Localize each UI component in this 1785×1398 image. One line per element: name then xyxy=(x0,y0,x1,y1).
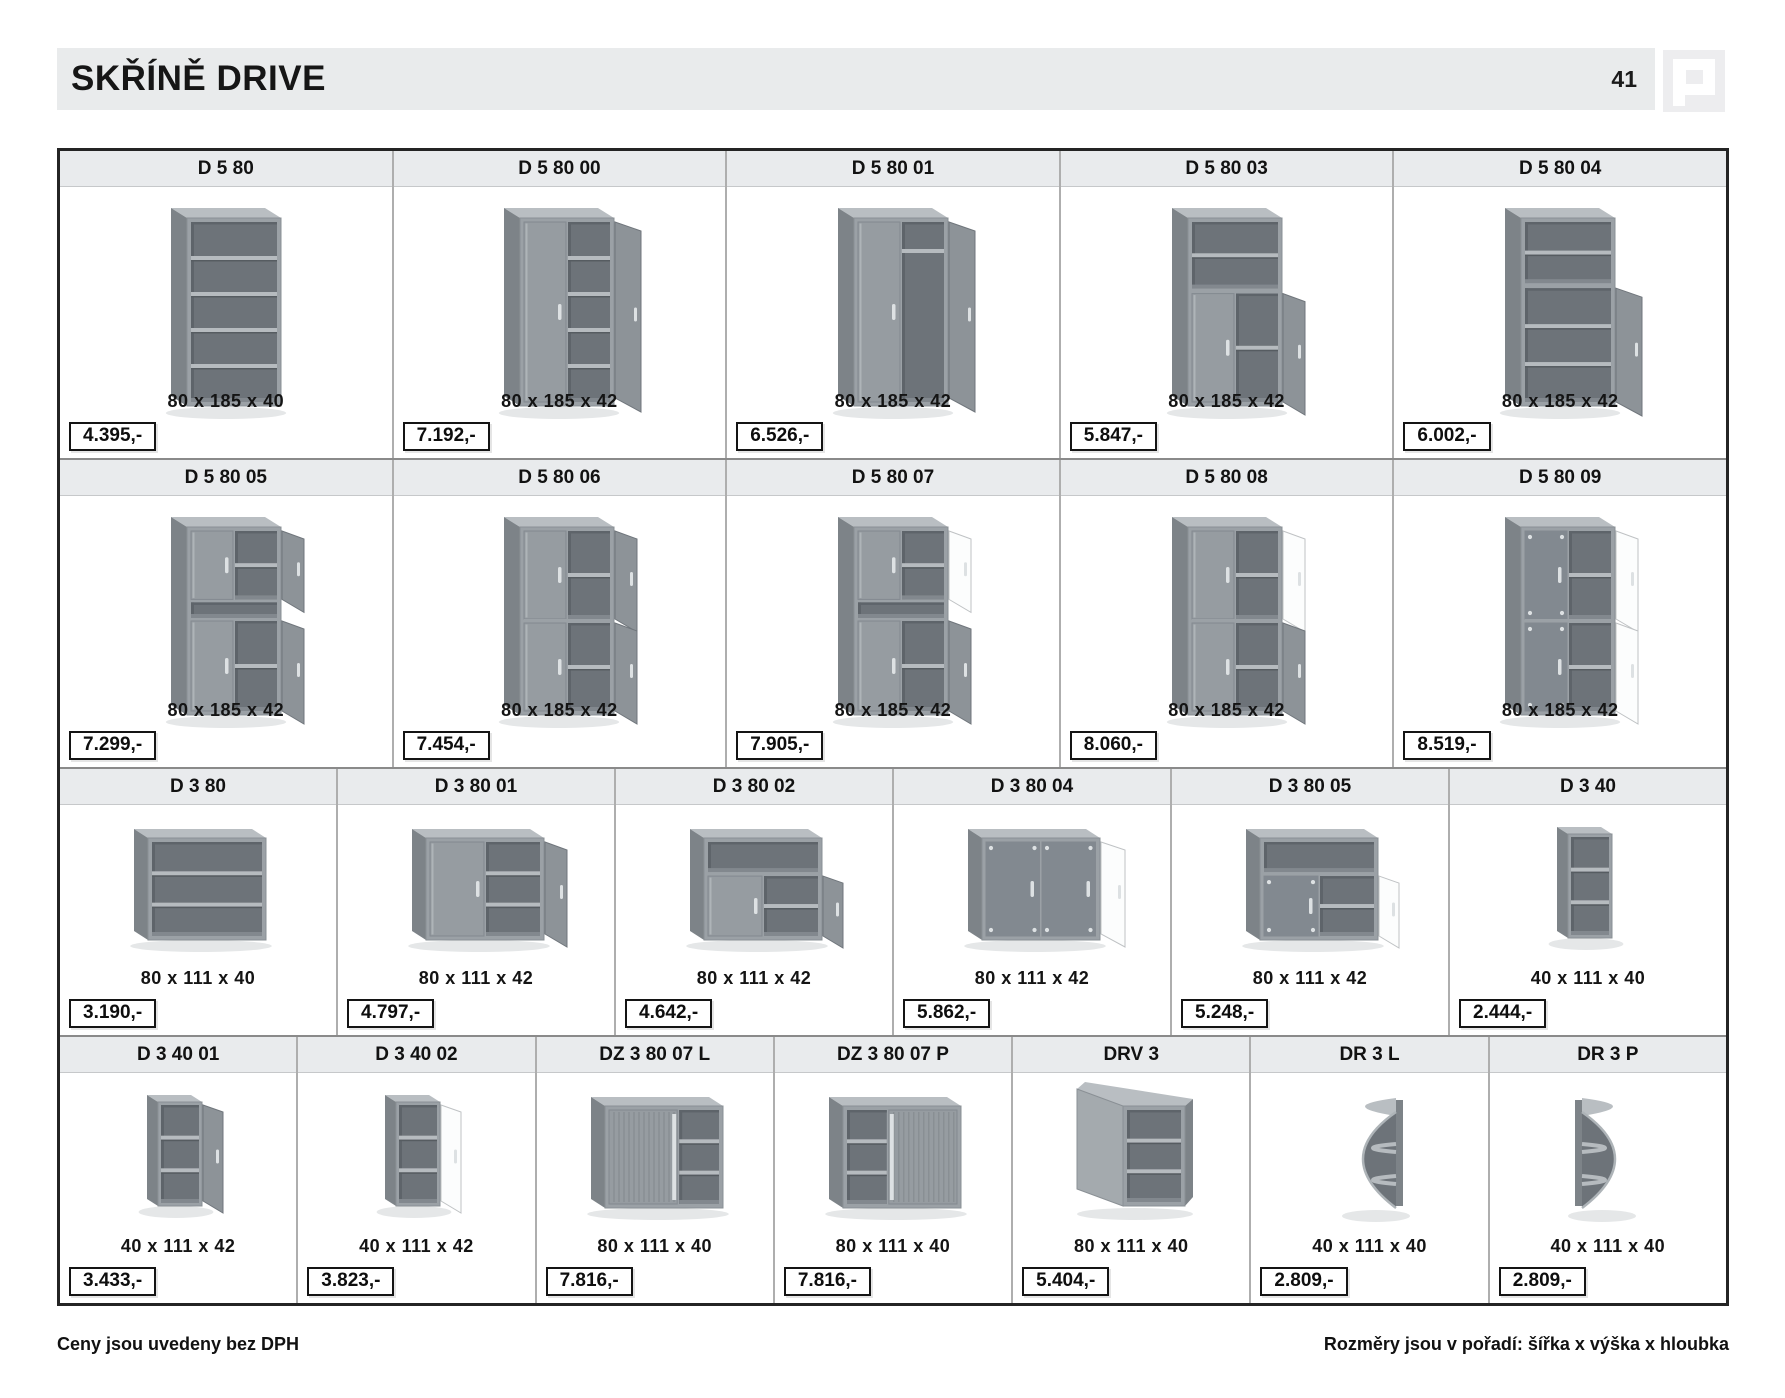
product-price: 4.395,- xyxy=(69,422,156,451)
catalog-row xyxy=(60,151,1726,458)
product-code: D 3 80 04 xyxy=(894,769,1170,805)
product-code: D 5 80 07 xyxy=(727,460,1059,496)
product-cell xyxy=(60,460,394,767)
footer-note-dimensions: Rozměry jsou v pořadí: šířka x výška x hloubka xyxy=(1323,1334,1729,1354)
product-cell xyxy=(1490,1037,1726,1303)
product-code: D 3 80 xyxy=(60,769,336,805)
product-code: D 3 40 01 xyxy=(60,1037,296,1073)
corner-open-illustration xyxy=(1031,1076,1231,1234)
product-price: 5.404,- xyxy=(1022,1267,1109,1296)
tall-open-top-door-bottom-right-illustration xyxy=(1455,190,1665,420)
product-image xyxy=(60,496,392,767)
product-dimensions: 80 x 185 x 40 xyxy=(167,391,285,411)
product-price: 7.299,- xyxy=(69,731,156,760)
product-cell xyxy=(537,1037,775,1303)
corner-round-right-illustration xyxy=(1508,1076,1708,1234)
product-code: DZ 3 80 07 P xyxy=(775,1037,1011,1073)
product-dimensions: 80 x 111 x 42 xyxy=(418,968,534,988)
product-price: 3.823,- xyxy=(307,1267,394,1296)
product-dimensions: 80 x 111 x 42 xyxy=(1252,968,1368,988)
product-table xyxy=(57,148,1729,1306)
product-dimensions: 80 x 185 x 42 xyxy=(501,700,618,720)
product-cell xyxy=(338,769,616,1035)
tall-four-doors-niche-white-illustration xyxy=(788,499,998,729)
narrow-white-door-open-illustration xyxy=(316,1076,516,1234)
product-image xyxy=(1061,187,1393,458)
product-code: DZ 3 80 07 L xyxy=(537,1037,773,1073)
product-code: DR 3 L xyxy=(1251,1037,1487,1073)
logo-p-stem xyxy=(1673,59,1685,106)
mid-doors-right-open-illustration xyxy=(376,808,576,966)
product-cell xyxy=(1251,1037,1489,1303)
product-price: 8.519,- xyxy=(1403,731,1490,760)
product-cell xyxy=(1061,151,1395,458)
product-cell xyxy=(60,151,394,458)
product-dimensions: 80 x 111 x 40 xyxy=(835,1236,951,1256)
product-price: 5.847,- xyxy=(1070,422,1157,451)
product-dimensions: 80 x 185 x 42 xyxy=(834,700,952,720)
product-image xyxy=(727,187,1059,458)
product-dimensions: 80 x 185 x 42 xyxy=(501,391,618,411)
tambour-left-illustration xyxy=(555,1076,755,1234)
product-code: D 5 80 09 xyxy=(1394,460,1726,496)
product-cell xyxy=(616,769,894,1035)
product-cell xyxy=(1061,460,1395,767)
product-code: D 5 80 05 xyxy=(60,460,392,496)
product-cell xyxy=(727,460,1061,767)
product-cell xyxy=(1450,769,1726,1035)
tall-four-doors-illustration xyxy=(454,499,664,729)
tambour-right-illustration xyxy=(793,1076,993,1234)
catalog-row xyxy=(60,767,1726,1035)
product-cell xyxy=(1394,460,1726,767)
product-dimensions: 80 x 185 x 42 xyxy=(1168,700,1285,720)
narrow-door-open-illustration xyxy=(78,1076,278,1234)
product-dimensions: 80 x 111 x 40 xyxy=(1073,1236,1189,1256)
product-code: D 3 80 05 xyxy=(1172,769,1448,805)
product-dimensions: 80 x 185 x 42 xyxy=(1501,700,1619,720)
corner-round-left-illustration xyxy=(1270,1076,1470,1234)
product-price: 7.816,- xyxy=(784,1267,871,1296)
product-dimensions: 80 x 111 x 42 xyxy=(974,968,1090,988)
mid-open-top-door-bottom-illustration xyxy=(654,808,854,966)
product-dimensions: 40 x 111 x 42 xyxy=(120,1236,236,1256)
product-code: DRV 3 xyxy=(1013,1037,1249,1073)
product-dimensions: 80 x 185 x 42 xyxy=(167,700,285,720)
product-cell xyxy=(727,151,1061,458)
product-price: 7.454,- xyxy=(403,731,490,760)
header-bar xyxy=(57,48,1655,110)
tall-wardrobe-door-open-illustration xyxy=(788,190,998,420)
product-dimensions: 40 x 111 x 42 xyxy=(359,1236,474,1256)
product-code: D 5 80 xyxy=(60,151,392,187)
product-cell xyxy=(394,151,728,458)
product-price: 6.526,- xyxy=(736,422,823,451)
product-cell xyxy=(894,769,1172,1035)
mid-glass-white-open-illustration xyxy=(932,808,1132,966)
product-code: D 5 80 00 xyxy=(394,151,726,187)
product-image xyxy=(1061,496,1393,767)
product-code: D 5 80 03 xyxy=(1061,151,1393,187)
product-cell xyxy=(298,1037,536,1303)
mid-open-top-glass-bottom-illustration xyxy=(1210,808,1410,966)
product-dimensions: 40 x 111 x 40 xyxy=(1530,968,1646,988)
product-code: D 5 80 01 xyxy=(727,151,1059,187)
product-cell xyxy=(1394,151,1726,458)
publisher-logo xyxy=(1663,50,1725,112)
product-dimensions: 80 x 185 x 42 xyxy=(834,391,952,411)
product-price: 7.816,- xyxy=(546,1267,633,1296)
tall-open-top-doors-bottom-illustration xyxy=(1122,190,1332,420)
narrow-bookcase-open-illustration xyxy=(1488,808,1688,966)
product-price: 4.797,- xyxy=(347,999,434,1028)
product-price: 2.809,- xyxy=(1499,1267,1586,1296)
product-cell xyxy=(60,769,338,1035)
tall-doors-right-open-illustration xyxy=(454,190,664,420)
product-image xyxy=(727,496,1059,767)
product-price: 5.862,- xyxy=(903,999,990,1028)
product-code: D 5 80 06 xyxy=(394,460,726,496)
product-price: 2.809,- xyxy=(1260,1267,1347,1296)
product-code: D 5 80 04 xyxy=(1394,151,1726,187)
product-dimensions: 80 x 111 x 40 xyxy=(140,968,256,988)
tall-four-doors-white-illustration xyxy=(1122,499,1332,729)
product-price: 6.002,- xyxy=(1403,422,1490,451)
product-cell xyxy=(60,1037,298,1303)
product-dimensions: 40 x 111 x 40 xyxy=(1312,1236,1427,1256)
product-price: 7.905,- xyxy=(736,731,823,760)
product-price: 5.248,- xyxy=(1181,999,1268,1028)
product-price: 3.190,- xyxy=(69,999,156,1028)
product-dimensions: 80 x 111 x 42 xyxy=(696,968,812,988)
page-title: SKŘÍNĚ DRIVE xyxy=(71,59,326,98)
catalog-row xyxy=(60,1035,1726,1303)
product-price: 2.444,- xyxy=(1459,999,1546,1028)
product-cell xyxy=(775,1037,1013,1303)
product-dimensions: 80 x 185 x 42 xyxy=(1501,391,1619,411)
product-code: D 3 40 xyxy=(1450,769,1726,805)
tall-glass-doors-white-illustration xyxy=(1455,499,1665,729)
mid-bookcase-open-illustration xyxy=(98,808,298,966)
product-dimensions: 80 x 185 x 42 xyxy=(1168,391,1285,411)
product-price: 7.192,- xyxy=(403,422,490,451)
product-image xyxy=(1394,187,1726,458)
product-price: 4.642,- xyxy=(625,999,712,1028)
product-price: 3.433,- xyxy=(69,1267,156,1296)
product-dimensions: 40 x 111 x 40 xyxy=(1550,1236,1666,1256)
footer-note-prices: Ceny jsou uvedeny bez DPH xyxy=(57,1334,300,1354)
product-price: 8.060,- xyxy=(1070,731,1157,760)
catalog-row xyxy=(60,458,1726,767)
product-dimensions: 80 x 111 x 40 xyxy=(597,1236,713,1256)
product-image xyxy=(394,187,726,458)
tall-four-doors-niche-illustration xyxy=(121,499,331,729)
product-code: D 5 80 08 xyxy=(1061,460,1393,496)
product-image xyxy=(394,496,726,767)
product-image xyxy=(60,187,392,458)
product-code: D 3 80 02 xyxy=(616,769,892,805)
product-code: DR 3 P xyxy=(1490,1037,1726,1073)
page-number: 41 xyxy=(1611,66,1637,92)
product-cell xyxy=(1172,769,1450,1035)
product-code: D 3 40 02 xyxy=(298,1037,534,1073)
tall-bookcase-open-illustration xyxy=(121,190,331,420)
product-code: D 3 80 01 xyxy=(338,769,614,805)
product-cell xyxy=(394,460,728,767)
product-image xyxy=(1394,496,1726,767)
product-cell xyxy=(1013,1037,1251,1303)
